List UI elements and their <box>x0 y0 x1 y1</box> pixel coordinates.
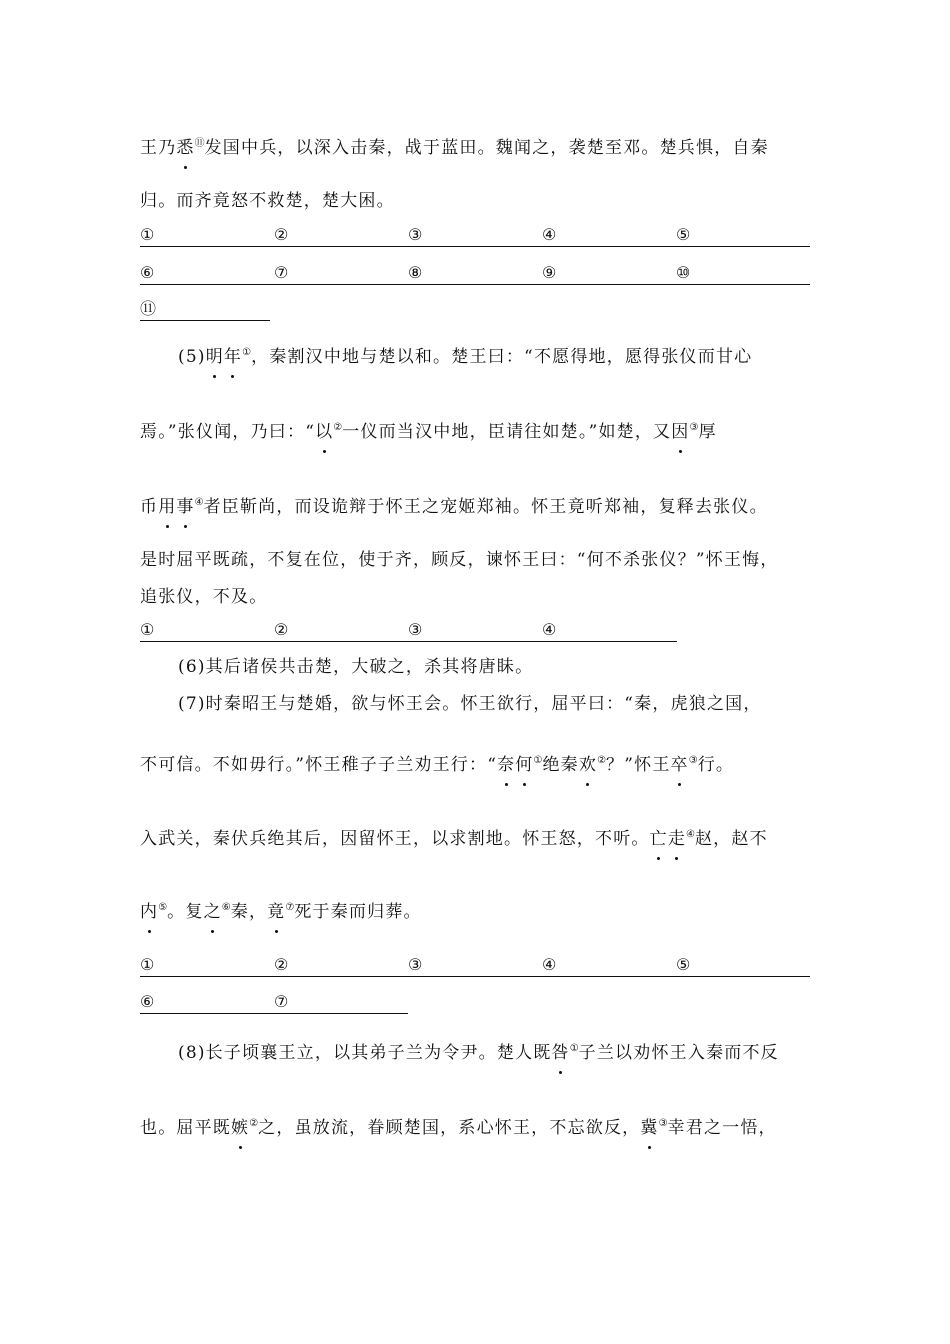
text-line <box>140 900 812 924</box>
blank-number: ⑤ <box>676 225 691 244</box>
text-run: ？”怀王 <box>606 755 671 775</box>
text-run: 幸君之一悟， <box>667 1118 777 1138</box>
text-run: 绝秦 <box>542 755 579 775</box>
note-marker: ② <box>333 422 343 433</box>
blank-number: ⑪ <box>140 299 157 318</box>
emphasized-char: 竟 <box>267 902 286 922</box>
blank-number: ⑤ <box>676 955 691 974</box>
text-run: 追张仪，不及。 <box>140 587 268 607</box>
emphasized-char: 年 <box>223 347 243 367</box>
note-marker: ② <box>597 755 607 766</box>
note-marker: ⑦ <box>285 902 295 913</box>
blank-number: ③ <box>408 955 423 974</box>
answer-blank-row <box>140 298 270 321</box>
emphasized-char: 悉 <box>176 138 195 158</box>
text-run: 厚 <box>698 422 717 442</box>
text-run: (8)长子顷襄王立，以其弟子兰为令尹。楚人既 <box>178 1043 552 1063</box>
text-run: 行。 <box>697 755 735 775</box>
text-run: (6)其后诸侯共击楚，大破之，杀其将唐眛。 <box>178 657 534 677</box>
blank-number: ⑩ <box>676 263 691 282</box>
note-marker: ③ <box>688 755 698 766</box>
text-run: 焉。”张仪闻，乃曰：“ <box>140 422 316 442</box>
emphasized-char: 咎 <box>551 1043 570 1063</box>
blank-number: ③ <box>408 620 423 639</box>
text-line <box>140 585 812 609</box>
emphasized-char: 嫉 <box>231 1118 250 1138</box>
note-marker: ④ <box>194 497 204 508</box>
text-line <box>178 692 812 716</box>
text-run: 之，虽放流，眷顾楚国，系心怀王，不忘欲反， <box>258 1118 641 1138</box>
emphasized-char: 以 <box>315 422 334 442</box>
answer-blank-row <box>140 954 810 977</box>
blank-number: ④ <box>542 955 557 974</box>
note-marker: ⑪ <box>194 138 205 149</box>
text-run: 是时屈平既疏，不复在位，使于齐，顾反，谏怀王曰：“何不杀张仪？”怀王悔， <box>140 550 779 570</box>
text-line <box>140 548 812 572</box>
text-line <box>178 1041 812 1065</box>
text-line <box>178 345 812 369</box>
text-line <box>140 753 812 777</box>
text-line <box>140 136 812 160</box>
answer-blank-row <box>140 224 810 247</box>
emphasized-char: 因 <box>671 422 690 442</box>
blank-number: ④ <box>542 620 557 639</box>
emphasized-char: 何 <box>515 755 534 775</box>
text-run: 一仪而当汉中地，臣请往如楚。”如楚，又 <box>342 422 672 442</box>
answer-blank-row <box>140 262 810 285</box>
note-marker: ① <box>569 1043 579 1054</box>
note-marker: ⑥ <box>221 902 231 913</box>
text-line <box>140 420 812 444</box>
note-marker: ① <box>533 755 543 766</box>
note-marker: ③ <box>689 422 699 433</box>
blank-number: ⑥ <box>140 992 155 1011</box>
text-run: 币 <box>140 497 159 517</box>
text-line <box>140 1116 812 1140</box>
blank-number: ⑦ <box>274 263 289 282</box>
emphasized-char: 冀 <box>640 1118 659 1138</box>
note-marker: ⑤ <box>158 902 168 913</box>
text-run: 不可信。不如毋行。”怀王稚子子兰劝王行：“ <box>140 755 498 775</box>
text-run: 。复 <box>167 902 204 922</box>
emphasized-char: 事 <box>176 497 195 517</box>
blank-number: ④ <box>542 225 557 244</box>
text-run: ，秦割汉中地与楚以和。楚王曰：“不愿得地，愿得张仪而甘心 <box>251 347 753 367</box>
note-marker: ② <box>249 1118 259 1129</box>
text-run: 入武关，秦伏兵绝其后，因留怀王，以求割地。怀王怒，不听。 <box>140 829 650 849</box>
text-line <box>140 495 812 519</box>
text-run: 赵，赵不 <box>694 829 768 849</box>
blank-number: ② <box>274 620 289 639</box>
text-run: 死于秦而归葬。 <box>294 902 422 922</box>
text-line <box>140 827 812 851</box>
text-run: 秦， <box>230 902 268 922</box>
blank-number: ② <box>274 955 289 974</box>
text-run: 也。屈平既 <box>140 1118 231 1138</box>
paragraph-number: (5) <box>178 347 206 367</box>
emphasized-char: 用 <box>158 497 177 517</box>
text-run: 归。而齐竟怒不救楚，楚大困。 <box>140 191 395 211</box>
emphasized-char: 内 <box>140 902 159 922</box>
emphasized-char: 奈 <box>497 755 516 775</box>
answer-blank-row <box>140 619 677 642</box>
text-line <box>178 655 812 679</box>
emphasized-char: 欢 <box>578 755 598 775</box>
blank-number: ② <box>274 225 289 244</box>
blank-number: ⑥ <box>140 263 155 282</box>
blank-number: ⑧ <box>408 263 423 282</box>
emphasized-char: 卒 <box>670 755 689 775</box>
blank-number: ⑨ <box>542 263 557 282</box>
note-marker: ① <box>242 347 252 358</box>
text-line <box>140 189 812 213</box>
text-run: 王乃 <box>140 138 177 158</box>
blank-number: ① <box>140 955 155 974</box>
answer-blank-row <box>140 991 408 1014</box>
note-marker: ④ <box>686 829 695 840</box>
emphasized-char: 之 <box>203 902 222 922</box>
text-run: (7)时秦昭王与楚婚，欲与怀王会。怀王欲行，屈平曰：“秦，虎狼之国， <box>178 694 762 714</box>
blank-number: ③ <box>408 225 423 244</box>
emphasized-char: 走 <box>667 829 687 849</box>
note-marker: ③ <box>658 1118 668 1129</box>
blank-number: ① <box>140 620 155 639</box>
text-run: 发国中兵，以深入击秦，战于蓝田。魏闻之，袭楚至邓。楚兵惧，自秦 <box>204 138 769 158</box>
text-run: 子兰以劝怀王入秦而不反 <box>578 1043 779 1063</box>
blank-number: ① <box>140 225 155 244</box>
text-run: 者臣靳尚，而设诡辩于怀王之宠姬郑袖。怀王竟听郑袖，复释去张仪。 <box>203 497 768 517</box>
emphasized-char: 亡 <box>649 829 668 849</box>
emphasized-char: 明 <box>205 347 224 367</box>
blank-number: ⑦ <box>274 992 289 1011</box>
